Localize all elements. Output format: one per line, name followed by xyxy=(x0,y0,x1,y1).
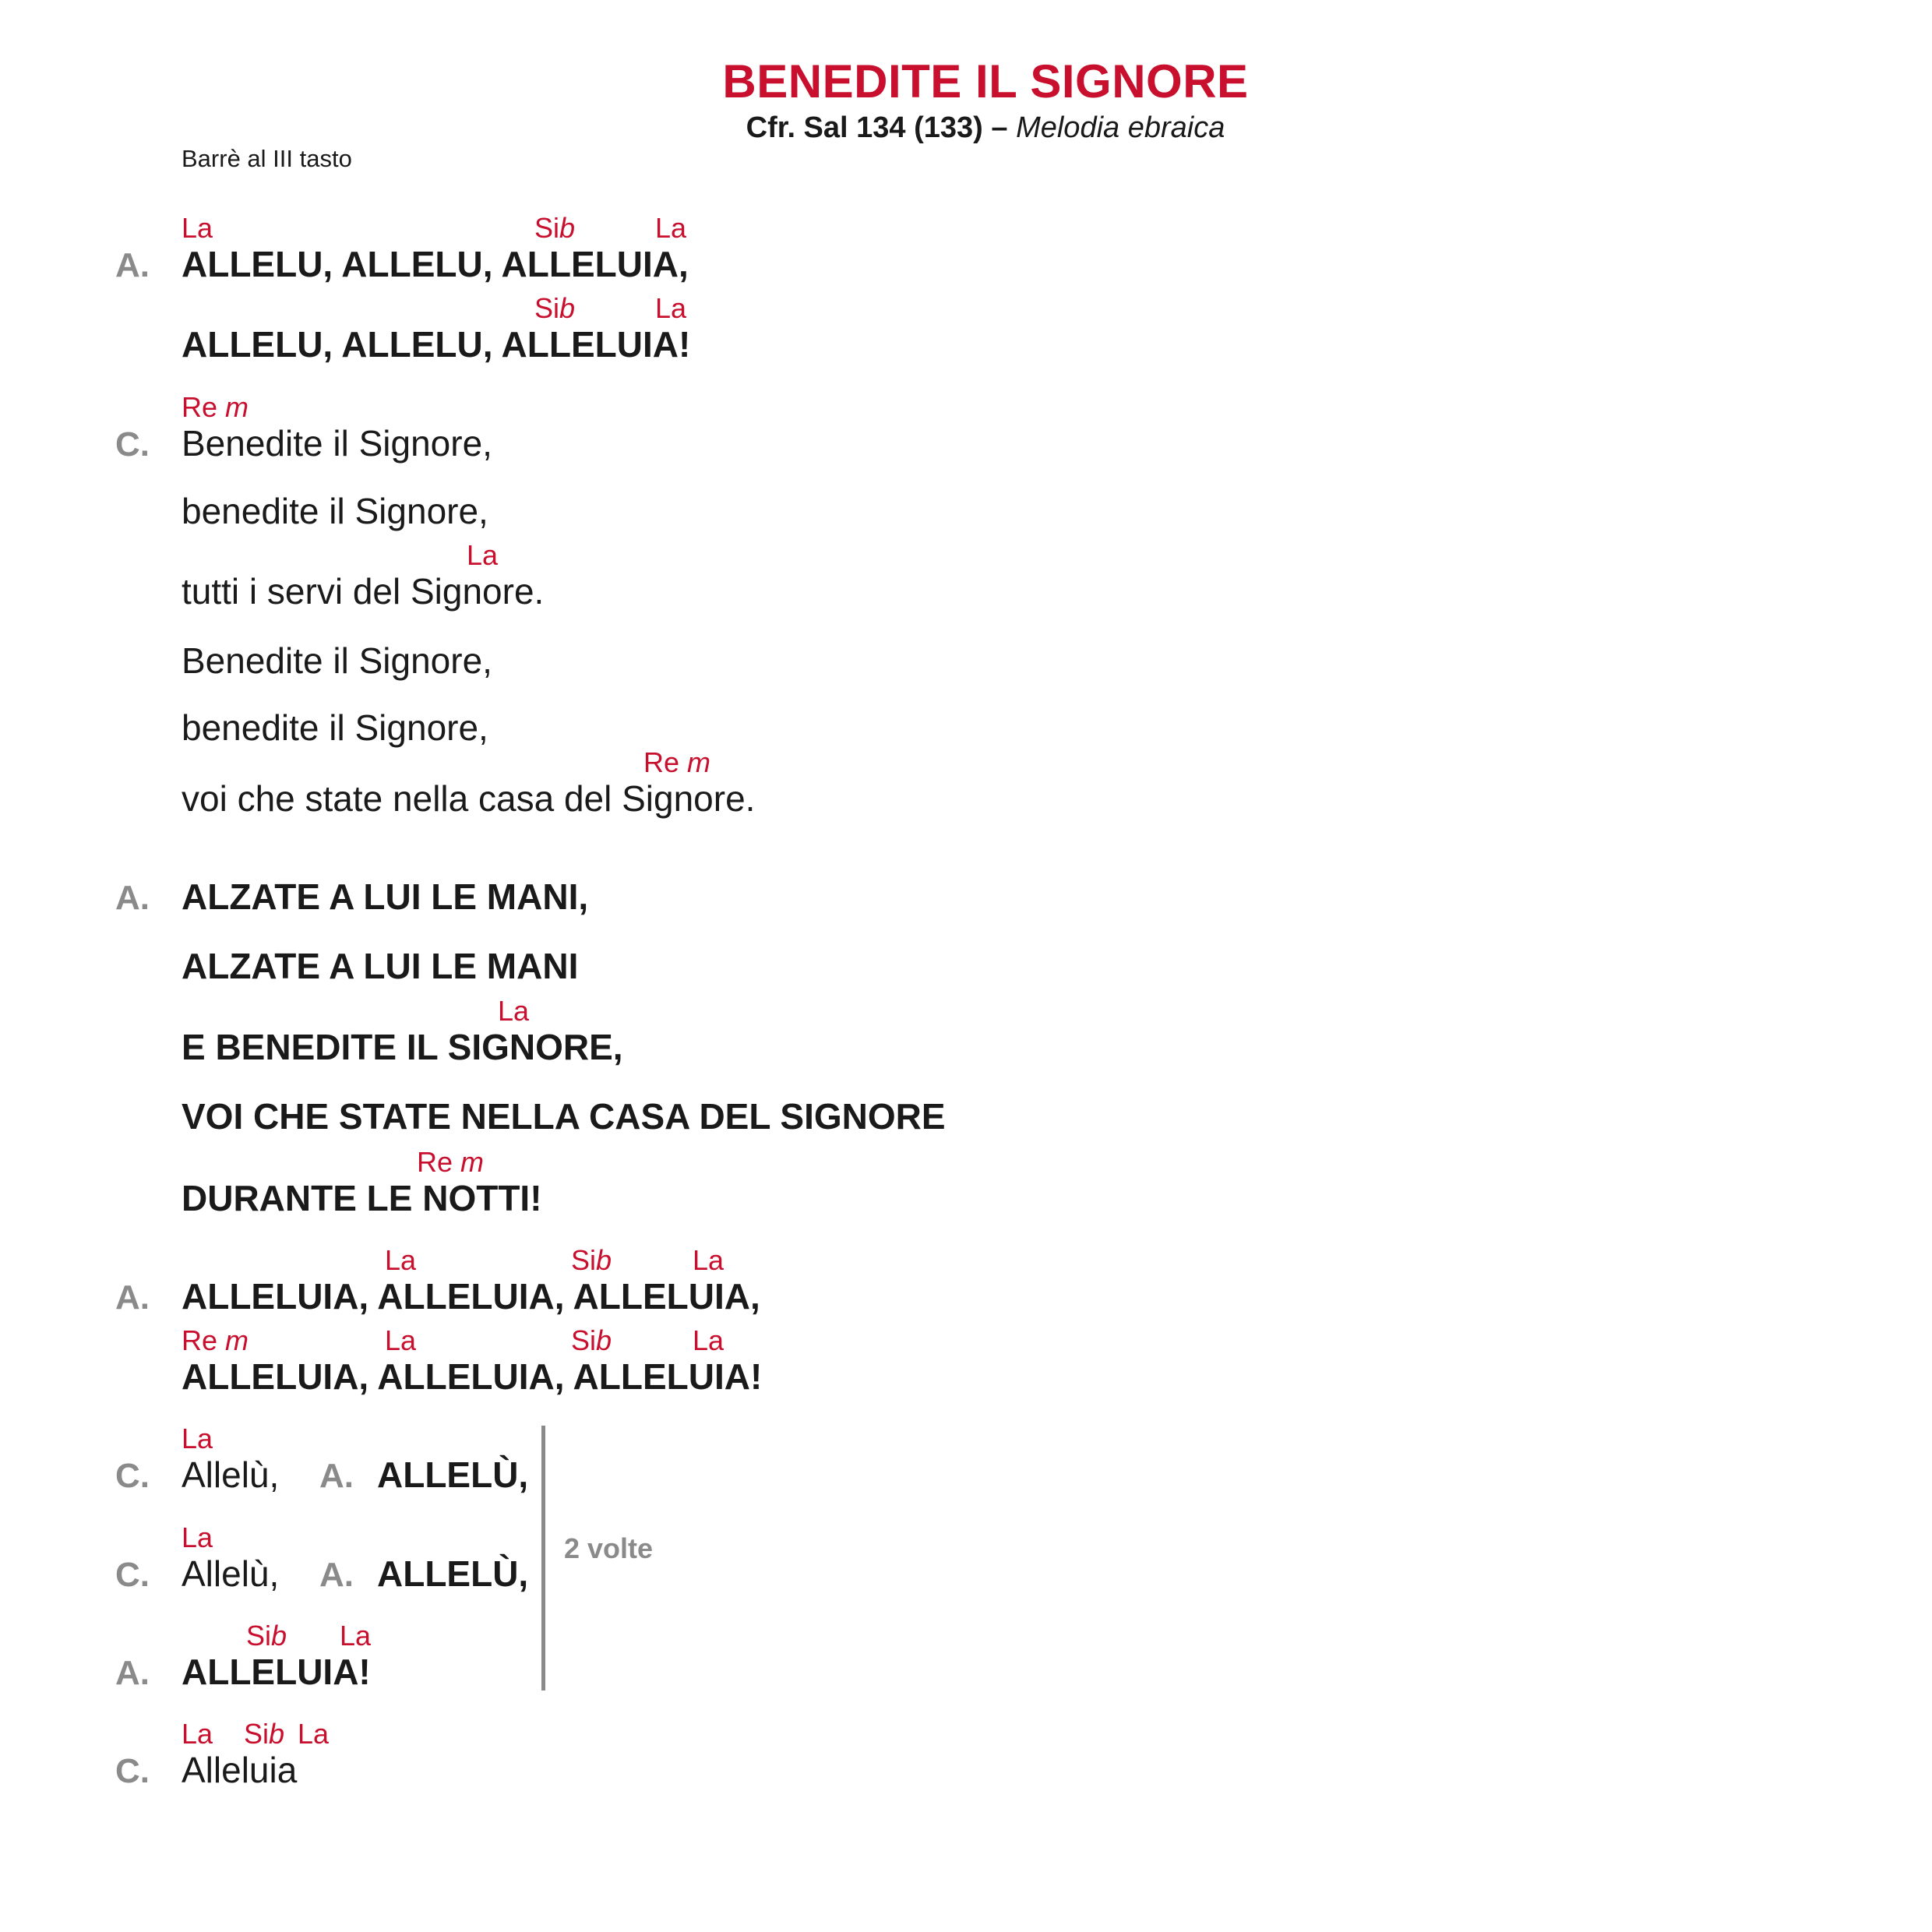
chord-rem: Re m xyxy=(643,746,711,778)
chord-la: La xyxy=(693,1324,724,1356)
role-assembly: A. xyxy=(115,1278,150,1317)
lyric-line: Allelù, xyxy=(182,1553,280,1594)
chord-la: La xyxy=(182,212,213,244)
chord-la: La xyxy=(498,995,530,1027)
role-cantor: C. xyxy=(115,1752,150,1790)
lyric-line: Benedite il Signore, xyxy=(182,423,492,464)
role-cantor: C. xyxy=(115,425,150,464)
lyric-line: ALZATE A LUI LE MANI xyxy=(182,946,579,986)
lyric-line: voi che state nella casa del Signore. xyxy=(182,778,756,819)
lyric-line: benedite il Signore, xyxy=(182,707,488,748)
lyric-line: ALLELÙ, xyxy=(377,1454,529,1495)
lyric-line: benedite il Signore, xyxy=(182,491,488,531)
role-assembly: A. xyxy=(115,879,150,917)
chord-sib: Sib xyxy=(571,1324,612,1356)
capo-note: Barrè al III tasto xyxy=(182,145,352,172)
chord-sib: Sib xyxy=(244,1718,285,1750)
chord-la: La xyxy=(298,1718,330,1750)
role-assembly: A. xyxy=(319,1556,354,1594)
lyric-line: ALLELUIA, ALLELUIA, ALLELUIA! xyxy=(182,1356,763,1397)
role-assembly: A. xyxy=(319,1457,354,1495)
lyric-line: ALLELUIA! xyxy=(182,1652,371,1692)
chord-la: La xyxy=(655,212,687,244)
chord-la: La xyxy=(467,539,499,571)
chord-rem: Re m xyxy=(182,391,249,423)
lyric-line: E BENEDITE IL SIGNORE, xyxy=(182,1027,623,1067)
chord-la: La xyxy=(340,1620,372,1652)
chord-la: La xyxy=(655,292,687,324)
chord-la: La xyxy=(182,1423,213,1454)
chord-sib: Sib xyxy=(571,1244,612,1276)
lyric-line: Benedite il Signore, xyxy=(182,640,492,681)
chord-rem: Re m xyxy=(182,1324,249,1356)
song-subtitle xyxy=(0,111,1932,145)
role-assembly: A. xyxy=(115,246,150,284)
chord-sib: Sib xyxy=(534,212,576,244)
repeat-bracket xyxy=(541,1426,545,1690)
role-assembly: A. xyxy=(115,1654,150,1692)
lyric-line: tutti i servi del Signore. xyxy=(182,571,545,612)
chord-sib: Sib xyxy=(534,292,576,324)
chord-la: La xyxy=(385,1324,417,1356)
lyric-line: DURANTE LE NOTTI! xyxy=(182,1178,542,1218)
chord-la: La xyxy=(182,1718,213,1750)
psalm-reference: Cfr. Sal 134 (133) – xyxy=(746,111,1017,144)
role-cantor: C. xyxy=(115,1457,150,1495)
melody-origin: Melodia ebraica xyxy=(1016,111,1225,144)
lyric-line: ALLELU, ALLELU, ALLELUIA! xyxy=(182,324,691,365)
repeat-label: 2 volte xyxy=(564,1532,654,1564)
chord-sib: Sib xyxy=(246,1620,287,1652)
song-title: BENEDITE IL SIGNORE xyxy=(722,55,1249,108)
chord-la: La xyxy=(385,1244,417,1276)
lyric-line: ALLELU, ALLELU, ALLELUIA, xyxy=(182,244,689,284)
lyric-line: Alleluia xyxy=(182,1750,298,1790)
lyric-line: ALLELUIA, ALLELUIA, ALLELUIA, xyxy=(182,1276,760,1317)
lyric-line: Allelù, xyxy=(182,1454,280,1495)
chord-rem: Re m xyxy=(417,1146,485,1178)
lyric-line: ALLELÙ, xyxy=(377,1553,529,1594)
chord-la: La xyxy=(693,1244,724,1276)
lyric-line: VOI CHE STATE NELLA CASA DEL SIGNORE xyxy=(182,1096,946,1137)
role-cantor: C. xyxy=(115,1556,150,1594)
chord-la: La xyxy=(182,1521,213,1553)
lyric-line: ALZATE A LUI LE MANI, xyxy=(182,876,589,917)
